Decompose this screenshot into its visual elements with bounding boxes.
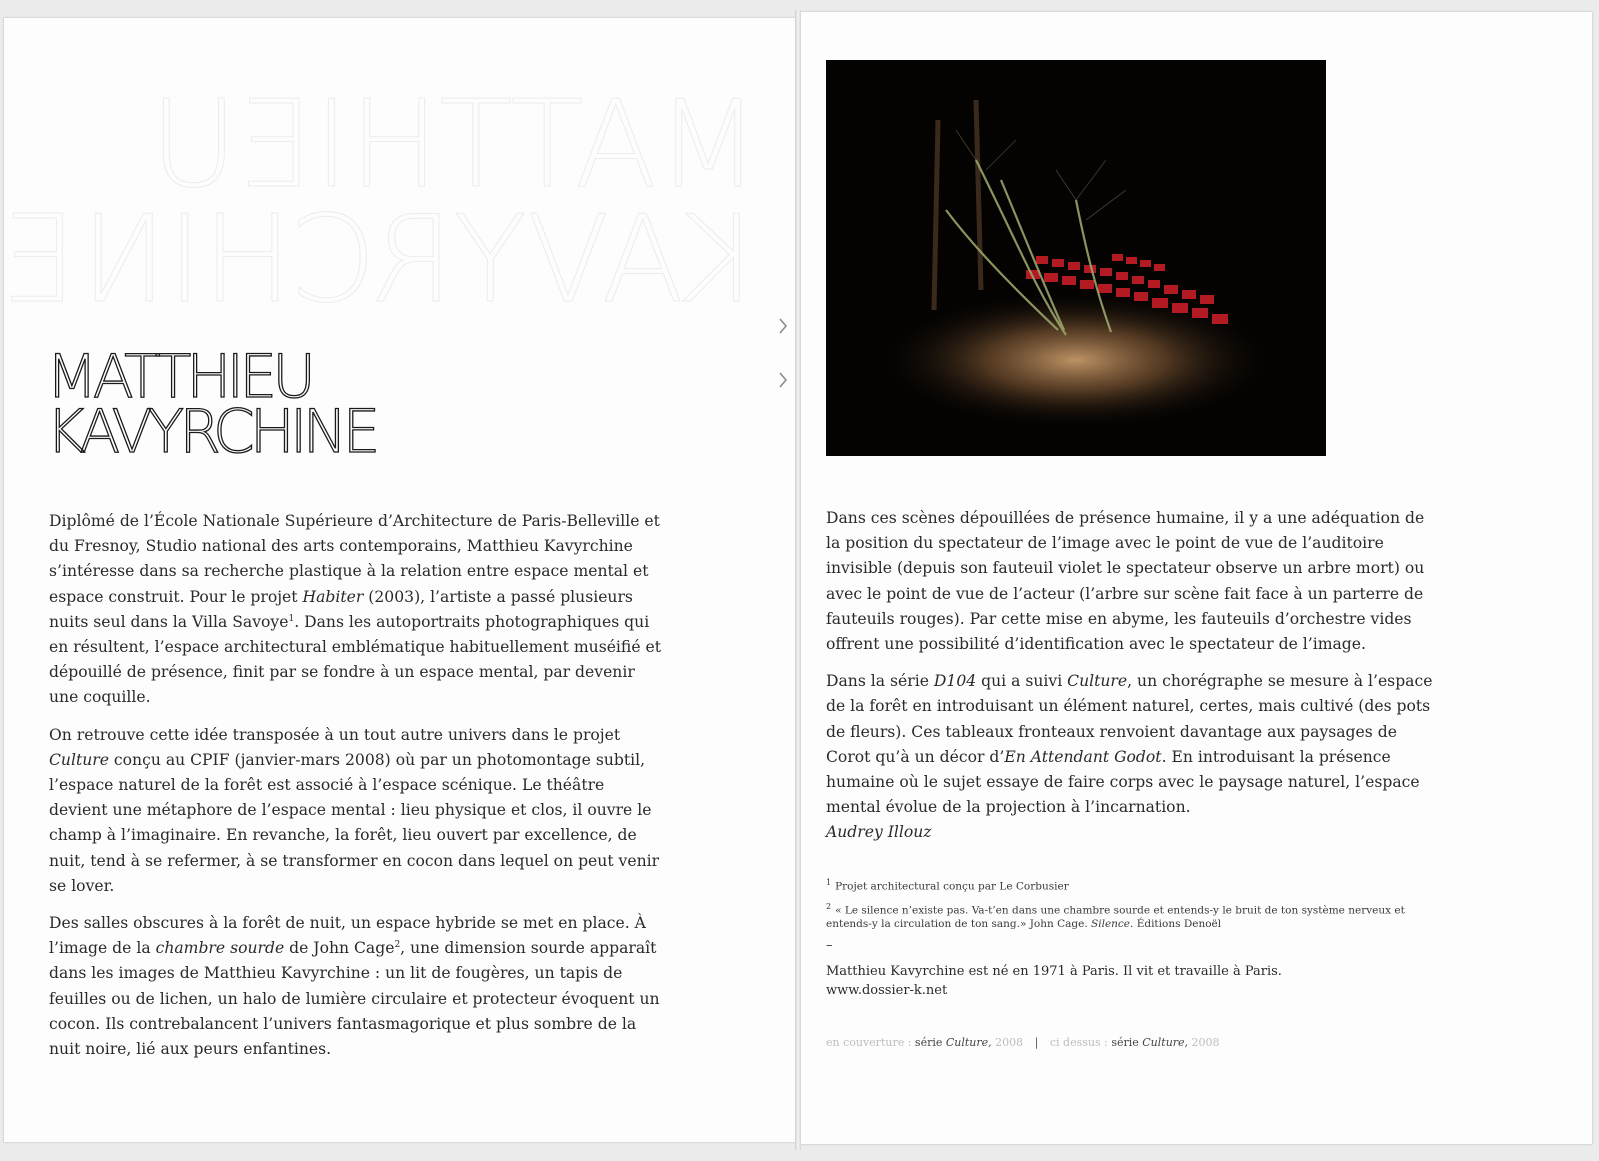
website-link: www.dossier-k.net <box>826 983 948 998</box>
separator-dash: – <box>826 938 833 953</box>
bio-line: Matthieu Kavyrchine est né en 1971 à Paris. Il vit et travaille à Paris. <box>826 964 1282 979</box>
right-body-text <box>826 506 1438 858</box>
staple-icon <box>778 372 788 388</box>
footnote: $^2$ « Le silence n’existe pas. Va-t’en dans une chambre sourde et entends-y le bruit de ton système nerveux et entends-y la circulation de ton sang.» John Cage. Silence. Éditions Denoël <box>826 901 1405 930</box>
paragraph: On retrouve cette idée transposée à un tout autre univers dans le projet Culture conçu au CPIF (janvier-mars 2008) où par un photomontage subtil, l’espace naturel de la forêt est associé à l’espace scénique. Le théâtre devient une métaphore de l’espace mental : lieu physique et clos, il ouvre le champ à l’imaginaire. En revanche, la forêt, lieu ouvert par excellence, de nuit, tend à se refermer, à se transformer en cocon dans lequel on peut venir se lover. <box>49 725 660 895</box>
page-title <box>46 342 376 467</box>
paragraph: Dans la série D104 qui a suivi Culture, un chorégraphe se mesure à l’espace de la forêt en introduisant un élément naturel, certes, mais cultivé (des pots de fleurs). Ces tableaux fronteaux renvoient davantage aux paysages de Corot qu’à un décor d’En Attendant Godot. En introduisant la présence humaine où le sujet essaye de faire corps avec le paysage naturel, l’espace mental évolue de la projection à l’incarnation. <box>826 672 1433 817</box>
photo-credits: en couverture : série Culture, 2008 | ci dessus : série Culture, 2008 <box>826 1036 1220 1049</box>
artist-bio <box>826 962 1426 1000</box>
forest-theatre-photo <box>826 60 1326 456</box>
paragraph: Dans ces scènes dépouillées de présence humaine, il y a une adéquation de la position du spectateur de l’image avec le point de vue de l’auditoire invisible (depuis son fauteuil violet le spectateur observe un arbre mort) ou avec le point de vue de l’acteur (l’arbre sur scène fait face à un parterre de fauteuils rouges). Par cette mise en abyme, les fauteuils d’orchestre vides offrent une possibilité d’identification avec le spectateur de l’image. <box>826 509 1425 654</box>
footnote: $^1$ Projet architectural conçu par Le Corbusier <box>826 878 1069 893</box>
footnotes <box>826 876 1426 937</box>
left-body-text <box>49 509 661 1074</box>
title-line: MATTHIEU <box>46 342 312 412</box>
paragraph: Des salles obscures à la forêt de nuit, un espace hybride se met en place. À l’image de la chambre sourde de John Cage$^2$, une dimension sourde apparaît dans les images de Matthieu Kavyrchine : un lit de fougères, un tapis de feuilles ou de lichen, un halo de lumière circulaire et protecteur évoquent un cocon. Ils contrebalancent l’univers fantasmagorique et plus sombre de la nuit noire, lié aux peurs enfantines. <box>49 914 660 1059</box>
author-name: Audrey Illouz <box>826 823 932 842</box>
footnote-marker: 2 <box>394 940 401 951</box>
paragraph: Diplômé de l’École Nationale Supérieure d’Architecture de Paris-Belleville et du Fresnoy, Studio national des arts contemporains, Matthieu Kavyrchine s’intéresse dans sa recherche plastique à la relation entre espace mental et espace construit. Pour le projet Habiter (2003), l’artiste a passé plusieurs nuits seul dans la Villa Savoye$^1$. Dans les autoportraits photographiques qui en résultent, l’espace architectural emblématique habituellement muséifié et dépouillé de présence, finit par se fondre à un espace mental, par devenir une coquille. <box>49 512 662 707</box>
title-bleed-through: MATTHIEU KAVYRCHINE <box>1 76 760 330</box>
title-line: KAVYRCHINE <box>46 397 376 467</box>
credit-separator: | <box>1034 1036 1039 1049</box>
staple-icon <box>778 318 788 334</box>
footnote-marker: 1 <box>288 613 295 624</box>
gutter <box>795 10 801 1150</box>
